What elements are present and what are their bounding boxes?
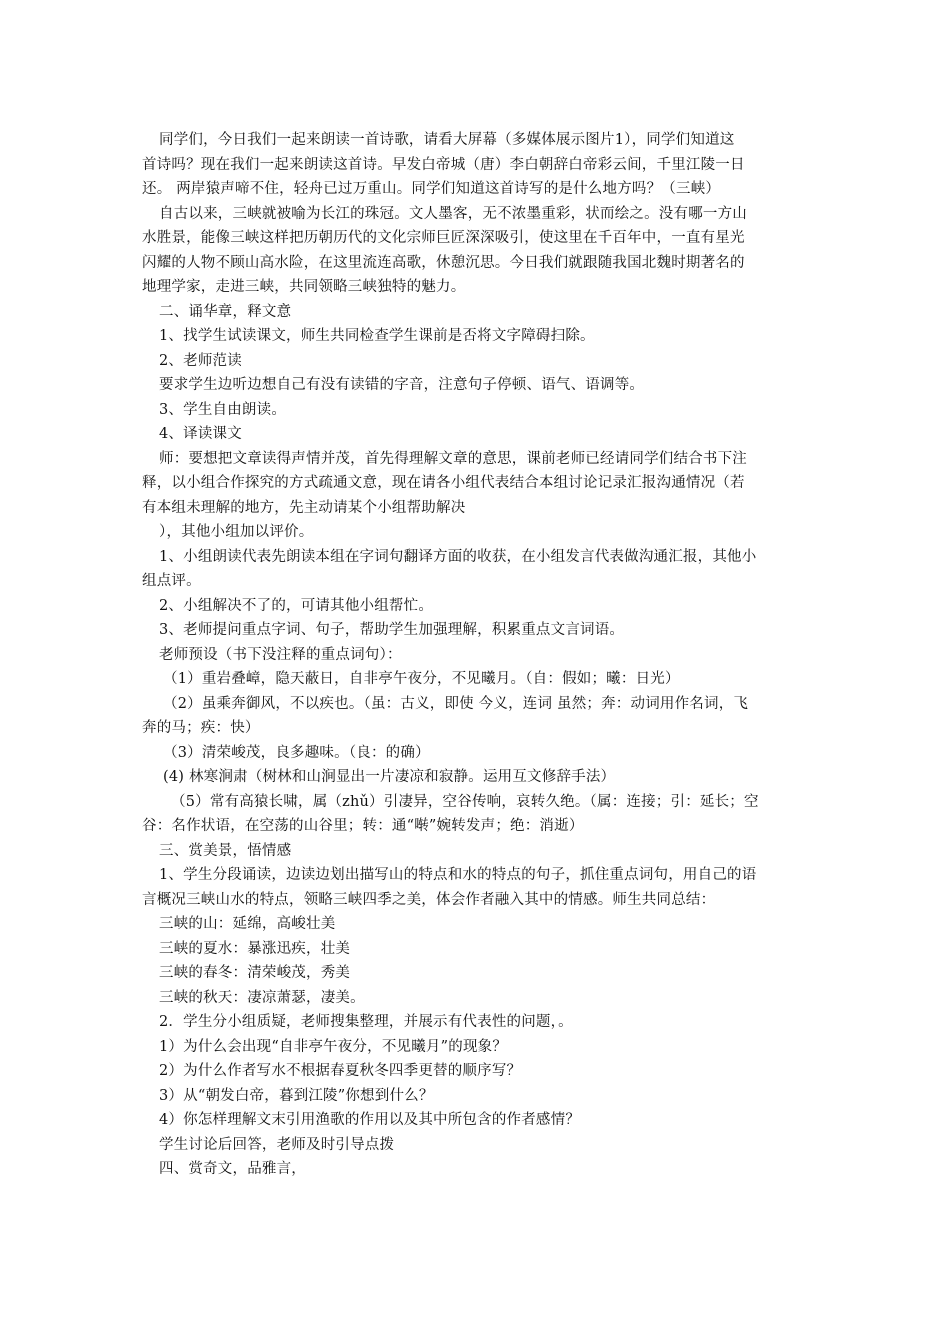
- text-line: 4、译读课文: [159, 426, 242, 442]
- text-line: 三峡的山：延绵，高峻壮美: [159, 916, 336, 932]
- document-body: [142, 128, 810, 1182]
- text-line: 三峡的秋天：凄凉萧瑟，凄美。: [159, 989, 365, 1006]
- text-line: （1）重岩叠嶂，隐天蔽日，自非亭午夜分，不见曦月。（自：假如；曦：日光）: [163, 671, 680, 687]
- text-line: 2）为什么作者写水不根据春夏秋冬四季更替的顺序写？: [159, 1063, 522, 1079]
- text-line: 首诗吗？现在我们一起来朗读这首诗。早发白帝城（唐）李白朝辞白帝彩云间，千里江陵一日: [142, 156, 745, 173]
- text-line: 1、学生分段诵读，边读边划出描写山的特点和水的特点的句子，抓住重点词句，用自己的语: [159, 867, 757, 883]
- text-line: 言概况三峡山水的特点，领略三峡四季之美，体会作者融入其中的情感。师生共同总结：: [142, 891, 716, 908]
- text-line: 二、诵华章，释文意: [159, 303, 292, 320]
- text-line: 组点评。: [142, 573, 201, 589]
- text-line: 4）你怎样理解文末引用渔歌的作用以及其中所包含的作者感情？: [159, 1112, 581, 1128]
- text-line: 地理学家，走进三峡，共同领略三峡独特的魅力。: [142, 279, 466, 295]
- text-line: 老师预设（书下没注释的重点词句）：: [159, 646, 402, 663]
- text-line: 3、老师提问重点字词、句子，帮助学生加强理解，积累重点文言词语。: [159, 622, 625, 638]
- text-line: 1）为什么会出现“自非亭午夜分，不见曦月”的现象？: [159, 1038, 508, 1055]
- text-line: 还。 两岸猿声啼不住，轻舟已过万重山。同学们知道这首诗写的是什么地方吗？（三峡）: [142, 181, 721, 197]
- text-line: 3、学生自由朗读。: [159, 401, 287, 418]
- text-line: (4) 林寒涧肃（树林和山涧显出一片凄凉和寂静。运用互文修辞手法）: [163, 769, 616, 785]
- text-line: 三峡的春冬：清荣峻茂，秀美: [159, 965, 351, 981]
- text-line: 同学们，今日我们一起来朗读一首诗歌，请看大屏幕（多媒体展示图片1），同学们知道这: [159, 132, 735, 148]
- text-line: 释，以小组合作探究的方式疏通文意，现在请各小组代表结合本组讨论记录汇报沟通情况（若: [142, 475, 745, 491]
- text-line: 有本组未理解的地方，先主动请某个小组帮助解决: [142, 499, 466, 516]
- text-line: 2、老师范读: [159, 352, 242, 369]
- text-line: （3）清荣峻茂，良多趣味。（良：的确）: [163, 744, 430, 761]
- text-line: 水胜景，能像三峡这样把历朝历代的文化宗师巨匠深深吸引，使这里在千百年中，一直有星光: [142, 230, 745, 246]
- text-line: 学生讨论后回答，老师及时引导点拨: [159, 1136, 395, 1153]
- text-line: 2、小组解决不了的，可请其他小组帮忙。: [159, 597, 434, 614]
- text-line: 2．学生分小组质疑，老师搜集整理，并展示有代表性的问题，。: [159, 1014, 573, 1030]
- text-line: 1、小组朗读代表先朗读本组在字词句翻译方面的收获，在小组发言代表做沟通汇报，其他小: [159, 548, 757, 565]
- text-line: 自古以来，三峡就被喻为长江的珠冠。文人墨客，无不浓墨重彩，状而绘之。没有哪一方山: [159, 205, 747, 222]
- text-line: ），其他小组加以评价。: [159, 524, 314, 540]
- text-line: 三峡的夏水：暴涨迅疾，壮美: [159, 940, 351, 957]
- text-line: 1、找学生试读课文，师生共同检查学生课前是否将文字障碍扫除。: [159, 328, 595, 344]
- text-line: 3）从“朝发白帝，暮到江陵”你想到什么？: [159, 1087, 434, 1104]
- text-line: （2）虽乘奔御风，不以疾也。（虽：古义，即使 今义，连词 虽然；奔：动词用作名词，飞: [163, 695, 749, 712]
- text-line: 三、赏美景，悟情感: [159, 842, 292, 859]
- text-line: 闪耀的人物不顾山高水险，在这里流连高歌，休憩沉思。今日我们就跟随我国北魏时期著名的: [142, 254, 745, 271]
- text-line: 四、赏奇文，品雅言，: [159, 1161, 306, 1177]
- text-line: 师：要想把文章读得声情并茂，首先得理解文章的意思，课前老师已经请同学们结合书下注: [159, 450, 747, 467]
- text-line: 要求学生边听边想自己有没有读错的字音，注意句子停顿、语气、语调等。: [159, 377, 645, 393]
- text-line: 谷：名作状语，在空荡的山谷里；转：通“啭”婉转发声；绝：消逝）: [142, 818, 584, 834]
- text-line: （5）常有高猿长啸，属（zhǔ）引凄异，空谷传响，哀转久绝。（属：连接；引：延长；空: [171, 793, 759, 810]
- text-line: 奔的马；疾：快）: [142, 720, 260, 736]
